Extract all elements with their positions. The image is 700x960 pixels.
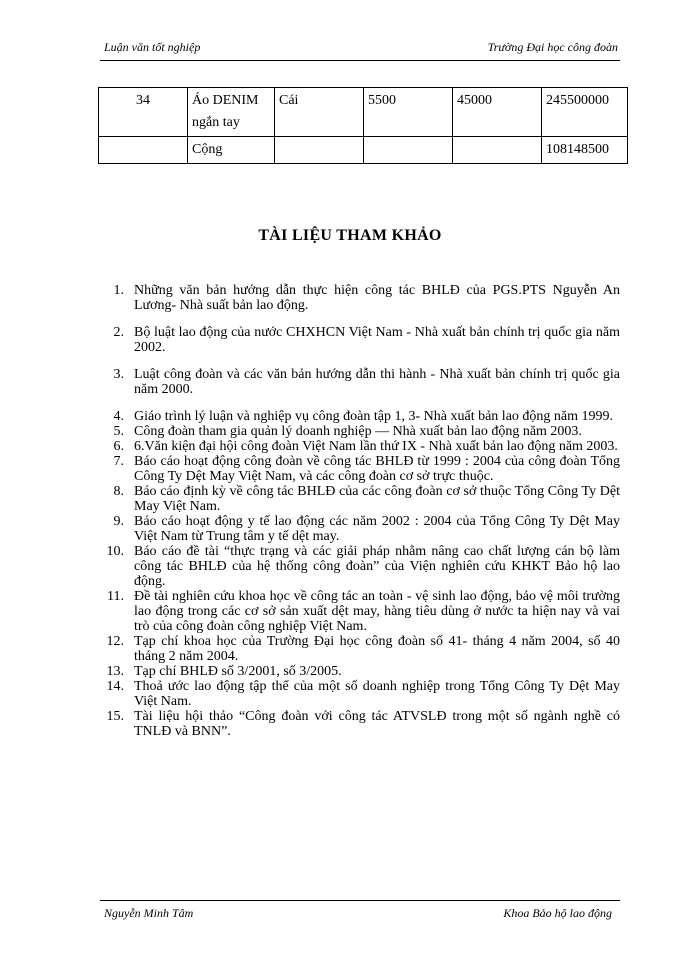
reference-text: Tạp chí khoa học của Trường Đại học công đoàn số 41- tháng 4 năm 2004, số 40 tháng 2 năm 2004. [134, 634, 620, 664]
cell-price [453, 137, 542, 164]
reference-item [100, 439, 620, 454]
product-table [98, 87, 628, 164]
header-right-text: Trường Đại học công đoàn [487, 40, 618, 54]
reference-item [100, 454, 620, 484]
reference-item [100, 664, 620, 679]
cell-price: 45000 [453, 88, 542, 137]
reference-item [100, 424, 620, 439]
cell-total: 245500000 [542, 88, 628, 137]
reference-number: 15. [106, 709, 124, 724]
reference-item [100, 325, 620, 355]
reference-item [100, 367, 620, 397]
reference-number: 14. [106, 679, 124, 694]
reference-number: 13. [106, 664, 124, 679]
footer-right-text: Khoa Bảo hộ lao động [503, 906, 612, 920]
reference-number: 4. [113, 409, 124, 424]
reference-item [100, 484, 620, 514]
reference-item [100, 409, 620, 424]
reference-text: Công đoàn tham gia quản lý doanh nghiệp — Nhà xuất bản lao động năm 2003. [134, 424, 582, 439]
reference-number: 9. [113, 514, 124, 529]
reference-text: Giáo trình lý luận và nghiệp vụ công đoàn tập 1, 3- Nhà xuất bản lao động năm 1999. [134, 409, 614, 424]
reference-item [100, 709, 620, 739]
table-row [99, 88, 628, 137]
reference-text: Bộ luật lao động của nước CHXHCN Việt Nam - Nhà xuất bản chính trị quốc gia năm 2002. [134, 325, 620, 355]
reference-text: 6.Văn kiện đại hội công đoàn Việt Nam lần thứ IX - Nhà xuất bản lao động năm 2003. [134, 439, 618, 454]
reference-list [100, 283, 620, 739]
reference-number: 12. [106, 634, 124, 649]
reference-text: Báo cáo đề tài “thực trạng và các giải pháp nhằm nâng cao chất lượng cán bộ làm công tác BHLĐ của hệ thống công đoàn” của Viện nghiên cứu KHKT Bảo hộ lao động. [134, 544, 620, 589]
cell-qty [364, 137, 453, 164]
page-title: TÀI LIỆU THAM KHẢO [258, 227, 442, 244]
cell-unit: Cái [275, 88, 364, 137]
cell-qty: 5500 [364, 88, 453, 137]
reference-item [100, 514, 620, 544]
cell-stt: 34 [99, 88, 188, 137]
reference-text: Báo cáo hoạt động công đoàn về công tác BHLĐ từ 1999 : 2004 của công đoàn Tổng Công Ty Dệt May Việt Nam, và các công đoàn cơ sở trực thuộc. [134, 454, 620, 484]
footer-left-text: Nguyễn Minh Tâm [104, 906, 194, 920]
reference-item [100, 283, 620, 313]
reference-number: 5. [113, 424, 124, 439]
reference-number: 7. [113, 454, 124, 469]
reference-number: 2. [113, 325, 124, 340]
reference-text: Tài liệu hội thảo “Công đoàn với công tác ATVSLĐ trong một số ngành nghề có TNLĐ và BNN”. [134, 709, 620, 739]
cell-unit [275, 137, 364, 164]
reference-number: 11. [107, 589, 124, 604]
reference-number: 6. [113, 439, 124, 454]
cell-stt [99, 137, 188, 164]
reference-item [100, 544, 620, 589]
reference-text: Luật công đoàn và các văn bản hướng dẫn thi hành - Nhà xuất bản chính trị quốc gia năm 2000. [134, 367, 620, 397]
reference-item [100, 679, 620, 709]
cell-name: Áo DENIM ngắn tay [188, 88, 275, 137]
reference-text: Đề tài nghiên cứu khoa học về công tác an toàn - vệ sinh lao động, bảo vệ môi trường lao động trong các cơ sở sản xuất dệt may, hàng tiêu dùng ở nước ta hiện nay và vai trò của công đoàn công nghiệp Việt Nam. [134, 589, 620, 634]
reference-number: 1. [113, 283, 124, 298]
reference-item [100, 589, 620, 634]
reference-number: 3. [113, 367, 124, 382]
cell-total: 108148500 [542, 137, 628, 164]
reference-number: 8. [113, 484, 124, 499]
reference-text: Báo cáo định kỳ về công tác BHLĐ của các công đoàn cơ sở thuộc Tổng Công Ty Dệt May Việt Nam. [134, 484, 620, 514]
header-left-text: Luận văn tốt nghiệp [104, 40, 201, 54]
reference-item [100, 634, 620, 664]
footer-rule [100, 900, 620, 901]
table-row [99, 137, 628, 164]
reference-text: Những văn bản hướng dẫn thực hiện công tác BHLĐ của PGS.PTS Nguyễn An Lương- Nhà suất bản lao động. [134, 283, 620, 313]
header-rule [100, 60, 620, 61]
reference-text: Báo cáo hoạt động y tế lao động các năm 2002 : 2004 của Tổng Công Ty Dệt May Việt Nam từ Trung tâm y tế dệt may. [134, 514, 620, 544]
reference-text: Tạp chí BHLĐ số 3/2001, số 3/2005. [134, 664, 342, 679]
reference-number: 10. [106, 544, 124, 559]
reference-text: Thoả ước lao động tập thể của một số doanh nghiệp trong Tổng Công Ty Dệt May Việt Nam. [134, 679, 620, 709]
cell-name: Cộng [188, 137, 275, 164]
